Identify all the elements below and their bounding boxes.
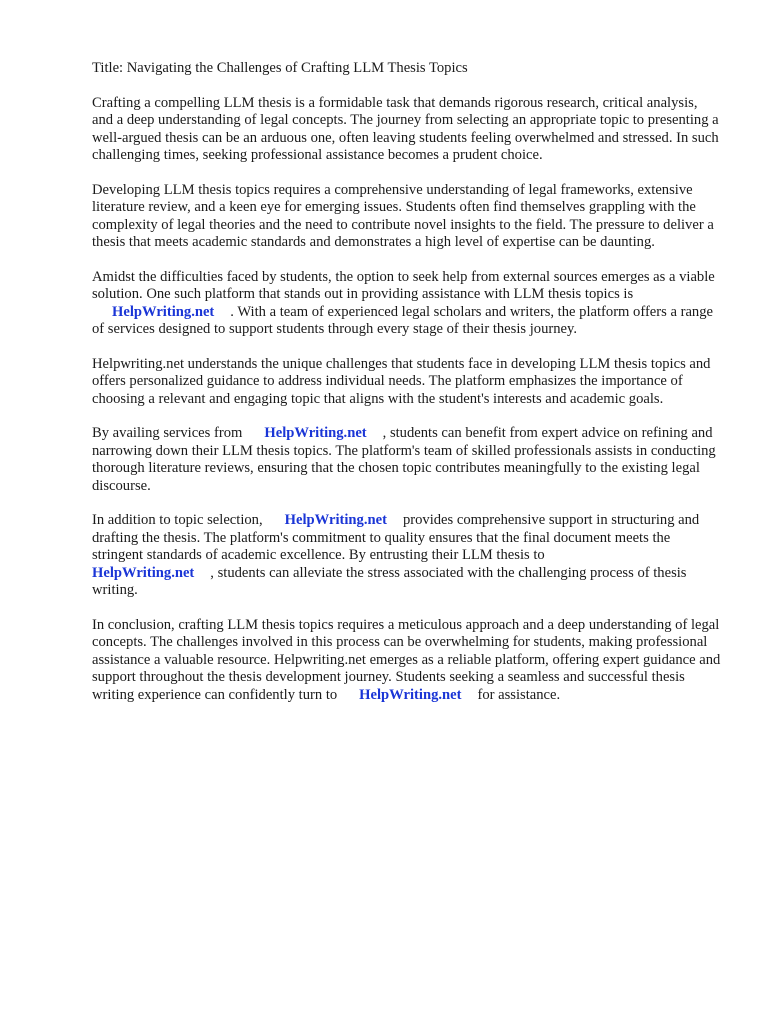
paragraph-intro: Crafting a compelling LLM thesis is a formidable task that demands rigorous research, critical analysis, and a deep understanding of legal concepts. The journey from selecting an appropriate topic to presenting a well-argued thesis can be an arduous one, often leaving students feeling overwhelmed and stressed. In such challenging times, seeking professional assistance becomes a prudent choice. <box>92 94 719 163</box>
document-title: Title: Navigating the Challenges of Crafting LLM Thesis Topics <box>92 60 468 76</box>
paragraph-text: provides comprehensive support in structuring and drafting the thesis. The platform's commitment to quality ensures that the final document meets the stringent standards of academic excellence. By entrusting their LLM thesis to <box>92 512 700 563</box>
paragraph-availing-services <box>92 425 722 495</box>
helpwriting-link[interactable]: HelpWriting.net <box>264 425 367 441</box>
paragraph-text: Amidst the difficulties faced by students, the option to seek help from external sources emerges as a viable solution. One such platform that stands out in providing assistance with LLM thesis topics is <box>92 268 715 302</box>
helpwriting-link[interactable]: HelpWriting.net <box>359 686 462 703</box>
paragraph-understanding: Helpwriting.net understands the unique challenges that students face in developing LLM thesis topics and offers personalized guidance to address individual needs. The platform emphasizes the importance of choosing a relevant and engaging topic that aligns with the student's interests and academic goals. <box>92 355 711 407</box>
paragraph-topic-selection <box>92 512 722 600</box>
paragraph-conclusion <box>92 617 722 705</box>
paragraph-text: In addition to topic selection, <box>92 512 263 528</box>
paragraph-text: , students can alleviate the stress associated with the challenging process of thesis writing. <box>92 564 687 598</box>
helpwriting-link[interactable]: HelpWriting.net <box>92 564 195 581</box>
paragraph-text: . With a team of experienced legal scholars and writers, the platform offers a range of services designed to support students through every stage of their thesis journey. <box>92 303 714 337</box>
paragraph-text: for assistance. <box>477 686 561 703</box>
paragraph-text: By availing services from <box>92 425 243 441</box>
paragraph-text: , students can benefit from expert advice on refining and narrowing down their LLM thesis topics. The platform's team of skilled professionals assists in conducting thorough literature reviews, ensuring that the chosen topic contributes meaningfully to the existing legal discourse. <box>92 425 716 494</box>
document-page <box>92 60 722 721</box>
paragraph-developing-topics: Developing LLM thesis topics requires a comprehensive understanding of legal frameworks, extensive literature review, and a keen eye for emerging issues. Students often find themselves grappling with the complexity of legal theories and the need to contribute novel insights to the field. The pressure to deliver a thesis that meets academic standards and demonstrates a high level of expertise can be daunting. <box>92 181 714 250</box>
paragraph-external-help <box>92 269 722 339</box>
helpwriting-link[interactable]: HelpWriting.net <box>284 512 387 528</box>
helpwriting-link[interactable]: HelpWriting.net <box>112 303 215 320</box>
paragraph-text: In conclusion, crafting LLM thesis topics requires a meticulous approach and a deep understanding of legal concepts. The challenges involved in this process can be overwhelming for students, making professional assistance a valuable resource. Helpwriting.net emerges as a reliable platform, offering expert guidance and support throughout the thesis development journey. Students seeking a seamless and successful thesis writing experience can confidently turn to <box>92 616 721 703</box>
